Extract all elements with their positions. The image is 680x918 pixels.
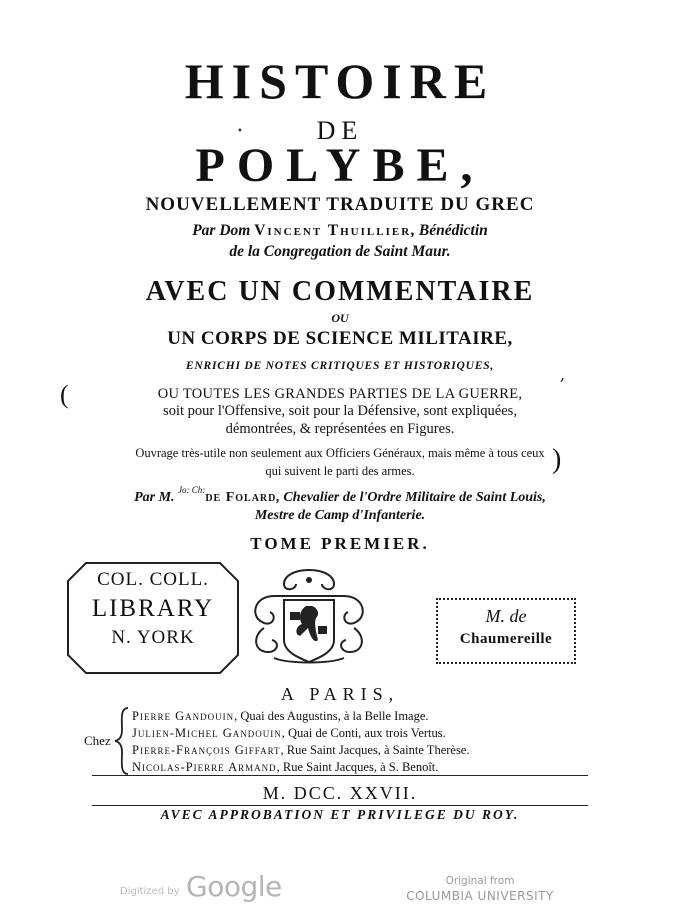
author-name: de Folard xyxy=(205,490,277,505)
utile-line-2: qui suivent le parti des armes. xyxy=(265,464,415,478)
handwritten-left-brace-icon: ( xyxy=(60,380,69,409)
tome-label: TOME PREMIER. xyxy=(250,534,430,553)
publisher-3-address: , Rue Saint Jacques, à Sainte Therèse. xyxy=(280,743,470,757)
ou-connector: OU xyxy=(331,311,349,325)
parties-line-1: OU TOUTES LES GRANDES PARTIES DE LA GUERRE, xyxy=(157,386,523,402)
imprint-city: A PARIS, xyxy=(280,684,400,704)
publisher-1-name: Pierre Gandouin xyxy=(132,709,235,723)
translator-line xyxy=(0,222,680,240)
owner-stamp xyxy=(436,598,576,664)
imprint-date: M. DCC. XXVII. xyxy=(262,783,418,803)
publisher-4-address: , Rue Saint Jacques, à S. Benoît. xyxy=(276,760,439,774)
library-stamp-line-2: LIBRARY xyxy=(91,595,215,622)
parties-line-2: soit pour l'Offensive, soit pour la Défensive, sont expliquées, xyxy=(163,403,517,419)
owner-stamp-line-1: M. de xyxy=(485,606,527,626)
publisher-2-address: , Quai de Conti, aux trois Vertus. xyxy=(281,726,446,740)
library-stamp-line-1: COL. COLL. xyxy=(97,569,209,590)
translator-name: Vincent Thuillier xyxy=(254,222,412,239)
imprint-chez: Chez xyxy=(84,733,111,748)
library-stamp xyxy=(68,563,238,673)
author-line xyxy=(0,485,680,506)
author-rank: Mestre de Camp d'Infanterie. xyxy=(254,508,426,523)
digitized-by-label: Digitized by xyxy=(120,886,180,897)
publisher-brace-icon xyxy=(112,706,130,776)
utile-line-1: Ouvrage très-utile non seulement aux Officiers Généraux, mais même à tous ceux xyxy=(135,446,545,460)
parties-line-3: démontrées, & représentées en Figures. xyxy=(225,421,455,437)
title-polybe: POLYBE, xyxy=(195,139,485,192)
divider-bottom xyxy=(92,805,588,806)
publisher-4 xyxy=(132,760,438,775)
printers-ornament-icon xyxy=(244,566,374,666)
title-histoire: HISTOIRE xyxy=(184,53,496,109)
approbation-line: AVEC APPROBATION ET PRIVILEGE DU ROY. xyxy=(160,807,520,822)
divider-top xyxy=(92,775,588,776)
handwritten-right-brace-icon: ) xyxy=(552,444,562,475)
google-logo: Google xyxy=(186,870,282,903)
translator-suffix: , Bénédictin xyxy=(411,222,488,239)
publisher-1-address: , Quai des Augustins, à la Belle Image. xyxy=(234,709,429,723)
congregation-line: de la Congregation de Saint Maur. xyxy=(229,243,451,260)
publisher-3-name: Pierre-François Giffart xyxy=(132,743,281,757)
publisher-4-name: Nicolas-Pierre Armand xyxy=(132,760,277,774)
commentary-heading: AVEC UN COMMENTAIRE xyxy=(145,276,535,307)
author-prefix: Par M. xyxy=(134,490,179,505)
ink-mark-icon: , xyxy=(560,365,566,384)
translator-prefix: Par Dom xyxy=(192,222,255,239)
subtitle-translation: NOUVELLEMENT TRADUITE DU GREC xyxy=(145,194,535,215)
owner-stamp-line-2: Chaumereille xyxy=(459,631,553,647)
original-from-label: Original from xyxy=(445,875,515,887)
columbia-watermark xyxy=(400,875,560,903)
publisher-1 xyxy=(132,709,429,724)
university-label: COLUMBIA UNIVERSITY xyxy=(406,889,554,903)
enrichi-line: ENRICHI DE NOTES CRITIQUES ET HISTORIQUES, xyxy=(185,360,495,372)
publisher-2-name: Julien-Michel Gandouin xyxy=(132,726,282,740)
title-de: DE xyxy=(316,116,364,145)
publisher-3 xyxy=(132,743,469,758)
author-suffix: , Chevalier de l'Ordre Militaire de Saint Louis, xyxy=(276,490,546,505)
author-annotation: Jo: Ch: xyxy=(178,485,206,495)
publisher-2 xyxy=(132,726,446,741)
bleed-dot-icon: • xyxy=(237,126,243,137)
science-heading: UN CORPS DE SCIENCE MILITAIRE, xyxy=(167,328,513,349)
library-stamp-line-3: N. YORK xyxy=(111,627,195,648)
